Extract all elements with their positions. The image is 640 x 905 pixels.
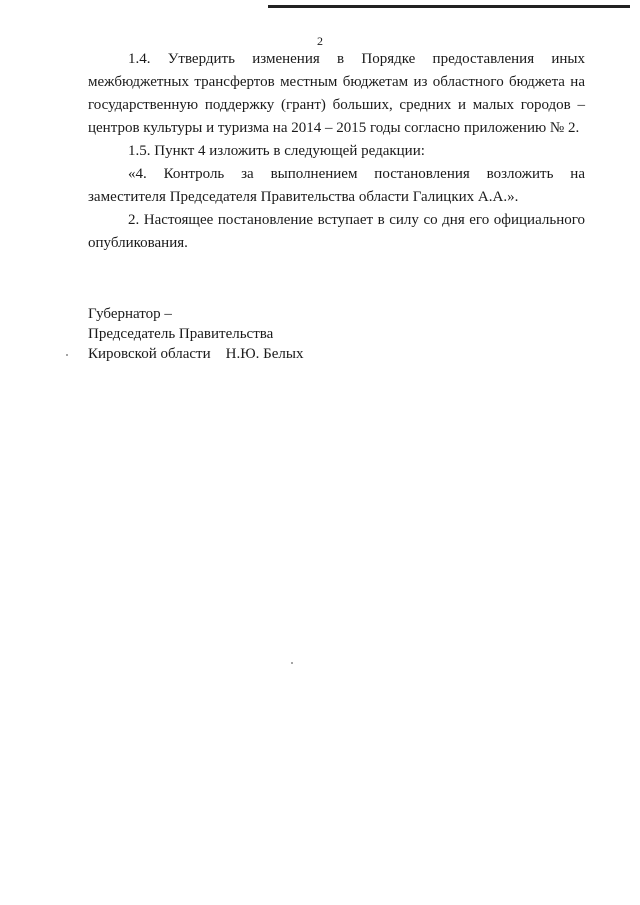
paragraph-1-4: 1.4. Утвердить изменения в Порядке предоставления иных межбюджетных трансфертов местным бюджетам из областного бюджета на государственную поддержку (грант) больших, средних и малых городов – центров культуры и туризма на 2014 – 2015 годы согласно приложению № 2. (88, 51, 585, 136)
scan-speck (66, 354, 68, 356)
signature-position-line (88, 344, 585, 364)
paragraph-2: 2. Настоящее постановление вступает в силу со дня его официального опубликования. (88, 212, 585, 251)
header-rule (268, 5, 630, 8)
signature-region: Кировской области (88, 346, 211, 362)
document-body (88, 48, 585, 255)
signature-title-chairman: Председатель Правительства (88, 326, 274, 342)
scan-speck (291, 662, 293, 664)
signature-title-governor: Губернатор – (88, 306, 172, 322)
paragraph-quote-4: «4. Контроль за выполнением постановления возложить на заместителя Председателя Правительства области Галицких А.А.». (88, 166, 585, 205)
signature-block (88, 304, 585, 364)
signature-name: Н.Ю. Белых (225, 346, 304, 362)
paragraph-1-5: 1.5. Пункт 4 изложить в следующей редакции: (128, 143, 425, 159)
page-number: 2 (317, 34, 323, 48)
